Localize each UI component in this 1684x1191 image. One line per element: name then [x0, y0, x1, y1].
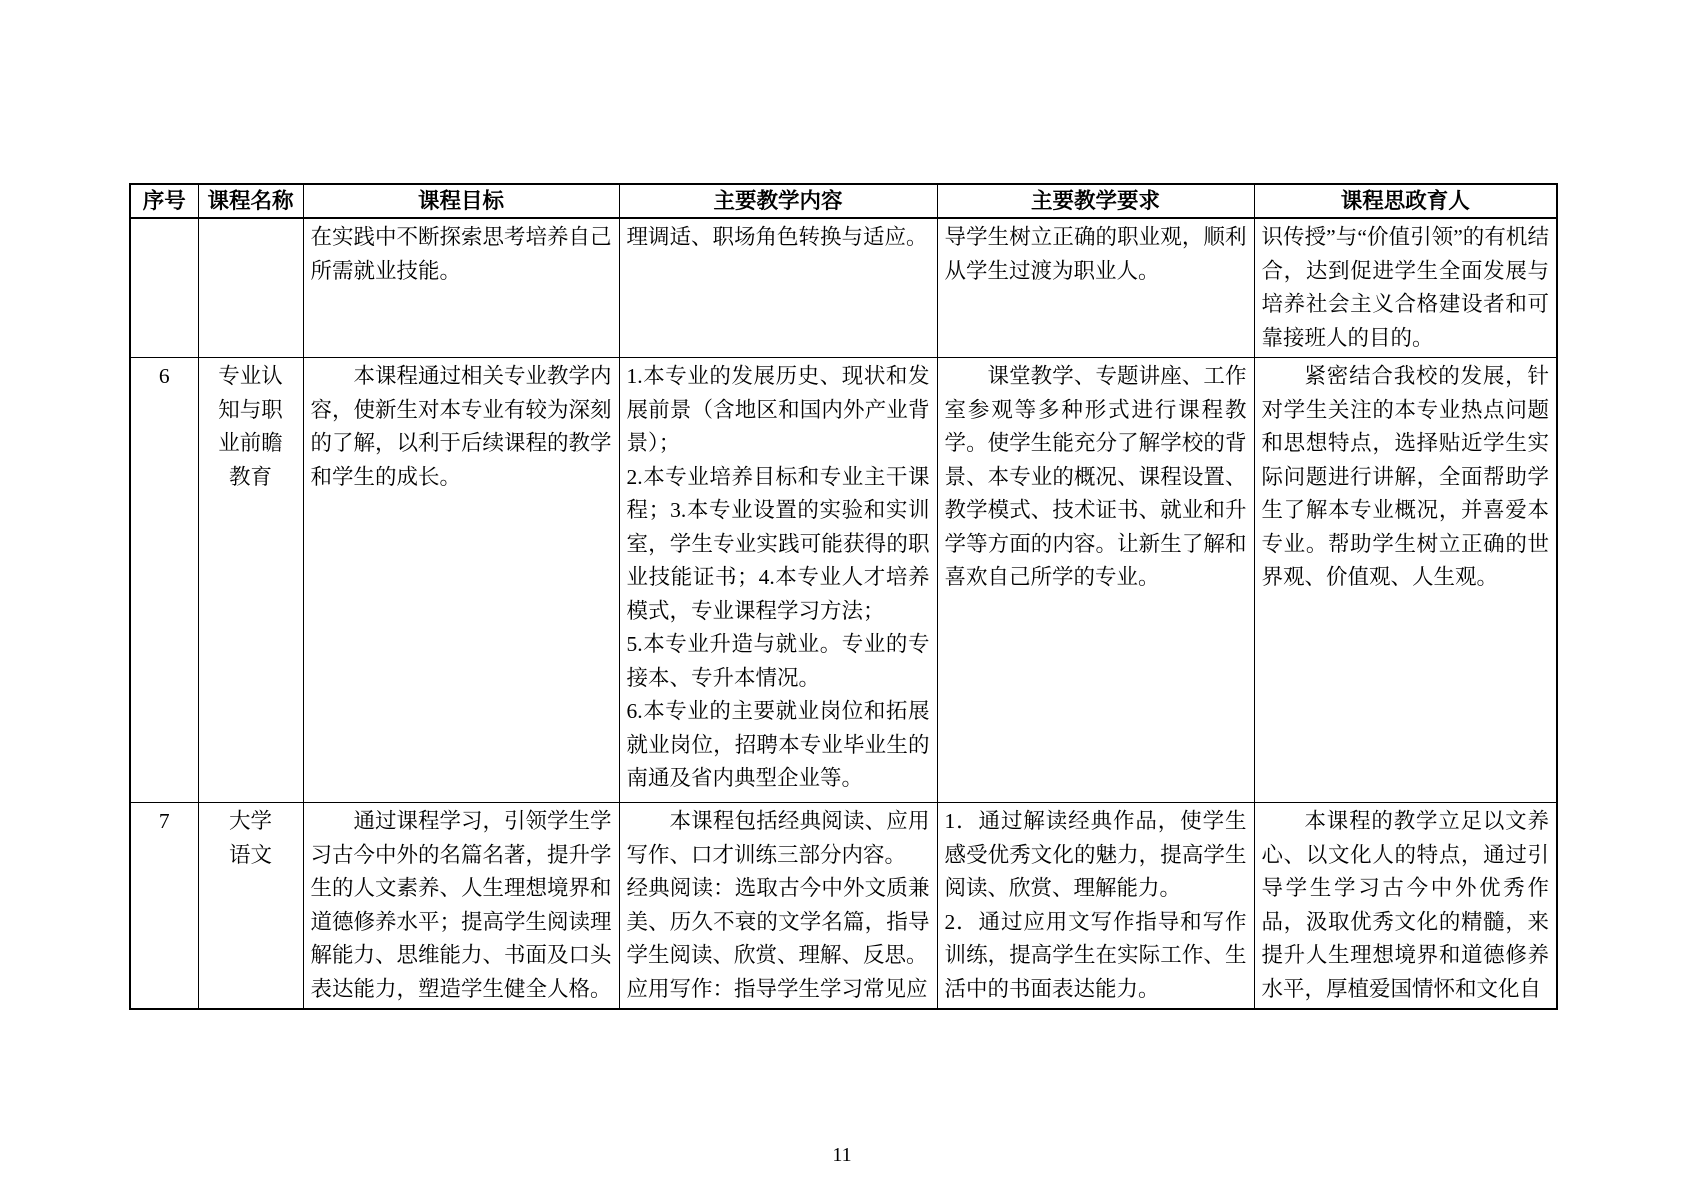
paragraph: 1.本专业的发展历史、现状和发展前景（含地区和国内外产业背景）； — [626, 364, 930, 455]
course-name-cell — [198, 358, 303, 803]
table-row-6 — [130, 358, 1557, 803]
content-cell — [619, 218, 937, 358]
col-header-objectives: 课程目标 — [303, 184, 619, 218]
paragraph: 2．通过应用文写作指导和写作训练，提高学生在实际工作、生活中的书面表达能力。 — [944, 909, 1247, 1001]
paragraph: 导学生树立正确的职业观，顺利从学生过渡为职业人。 — [944, 225, 1247, 283]
paragraph: 理调适、职场角色转换与适应。 — [626, 225, 928, 249]
objectives-cell — [303, 803, 619, 1010]
col-header-seq: 序号 — [130, 184, 198, 218]
paragraph: 本课程的教学立足以文养心、以文化人的特点，通过引导学生学习古今中外优秀作品，汲取优秀文化的精髓，来提升人生理想境界和道德修养水平，厚植爱国情怀和文化自 — [1261, 809, 1549, 1001]
paragraph: 课堂教学、专题讲座、工作室参观等多种形式进行课程教学。使学生能充分了解学校的背景、本专业的概况、课程设置、教学模式、技术证书、就业和升学等方面的内容。让新生了解和喜欢自己所学的专业。 — [944, 364, 1247, 589]
col-header-course-name: 课程名称 — [198, 184, 303, 218]
paragraph: 本课程通过相关专业教学内容，使新生对本专业有较为深刻的了解，以利于后续课程的教学和学生的成长。 — [310, 364, 612, 489]
paragraph: 通过课程学习，引领学生学习古今中外的名篇名著，提升学生的人文素养、人生理想境界和道德修养水平；提高学生阅读理解能力、思维能力、书面及口头表达能力，塑造学生健全人格。 — [310, 809, 612, 1001]
course-name-cell — [198, 218, 303, 358]
paragraph: 识传授”与“价值引领”的有机结合，达到促进学生全面发展与培养社会主义合格建设者和可靠接班人的目的。 — [1261, 225, 1549, 350]
table-row-continuation — [130, 218, 1557, 358]
course-name-line: 知与职 — [218, 397, 283, 422]
course-name-line: 大学 — [228, 809, 272, 833]
requirements-cell — [937, 218, 1254, 358]
col-header-requirements: 主要教学要求 — [937, 184, 1254, 218]
ideology-cell — [1254, 803, 1557, 1010]
table-row-7 — [130, 803, 1557, 1010]
content-cell — [619, 358, 937, 803]
objectives-cell — [303, 358, 619, 803]
ideology-cell — [1254, 218, 1557, 358]
col-header-ideology: 课程思政育人 — [1254, 184, 1557, 218]
paragraph: 紧密结合我校的发展，针对学生关注的本专业热点问题和思想特点，选择贴近学生实际问题进行讲解，全面帮助学生了解本专业概况，并喜爱本专业。帮助学生树立正确的世界观、价值观、人生观。 — [1261, 364, 1549, 589]
seq-cell: 7 — [130, 803, 198, 1010]
ideology-cell — [1254, 358, 1557, 803]
paragraph: 6.本专业的主要就业岗位和拓展就业岗位，招聘本专业毕业生的南通及省内典型企业等。 — [626, 699, 930, 790]
course-name-line: 语文 — [228, 842, 272, 867]
col-header-content: 主要教学内容 — [619, 184, 937, 218]
paragraph: 经典阅读：选取古今中外文质兼美、历久不衰的文学名篇，指导学生阅读、欣赏、理解、反思。 — [626, 876, 930, 967]
seq-cell: 6 — [130, 358, 198, 803]
course-name-cell — [198, 803, 303, 1010]
requirements-cell — [937, 358, 1254, 803]
course-table — [129, 183, 1558, 1010]
paragraph: 2.本专业培养目标和专业主干课程；3.本专业设置的实验和实训室，学生专业实践可能获得的职业技能证书；4.本专业人才培养模式，专业课程学习方法； — [626, 464, 930, 623]
paragraph: 应用写作：指导学生学习常见应 — [626, 976, 928, 1001]
table-header-row — [130, 184, 1557, 218]
paragraph: 在实践中不断探索思考培养自己所需就业技能。 — [310, 225, 612, 283]
course-name-line: 业前瞻 — [218, 431, 283, 455]
course-name-line: 专业认 — [218, 364, 283, 388]
page-number: 11 — [832, 1144, 852, 1166]
paragraph: 5.本专业升造与就业。专业的专接本、专升本情况。 — [626, 632, 930, 690]
paragraph: 1．通过解读经典作品，使学生感受优秀文化的魅力，提高学生阅读、欣赏、理解能力。 — [944, 809, 1247, 900]
requirements-cell — [937, 803, 1254, 1010]
content-cell — [619, 803, 937, 1010]
course-name-line: 教育 — [228, 464, 272, 489]
objectives-cell — [303, 218, 619, 358]
paragraph: 本课程包括经典阅读、应用写作、口才训练三部分内容。 — [626, 809, 930, 867]
seq-cell — [130, 218, 198, 358]
